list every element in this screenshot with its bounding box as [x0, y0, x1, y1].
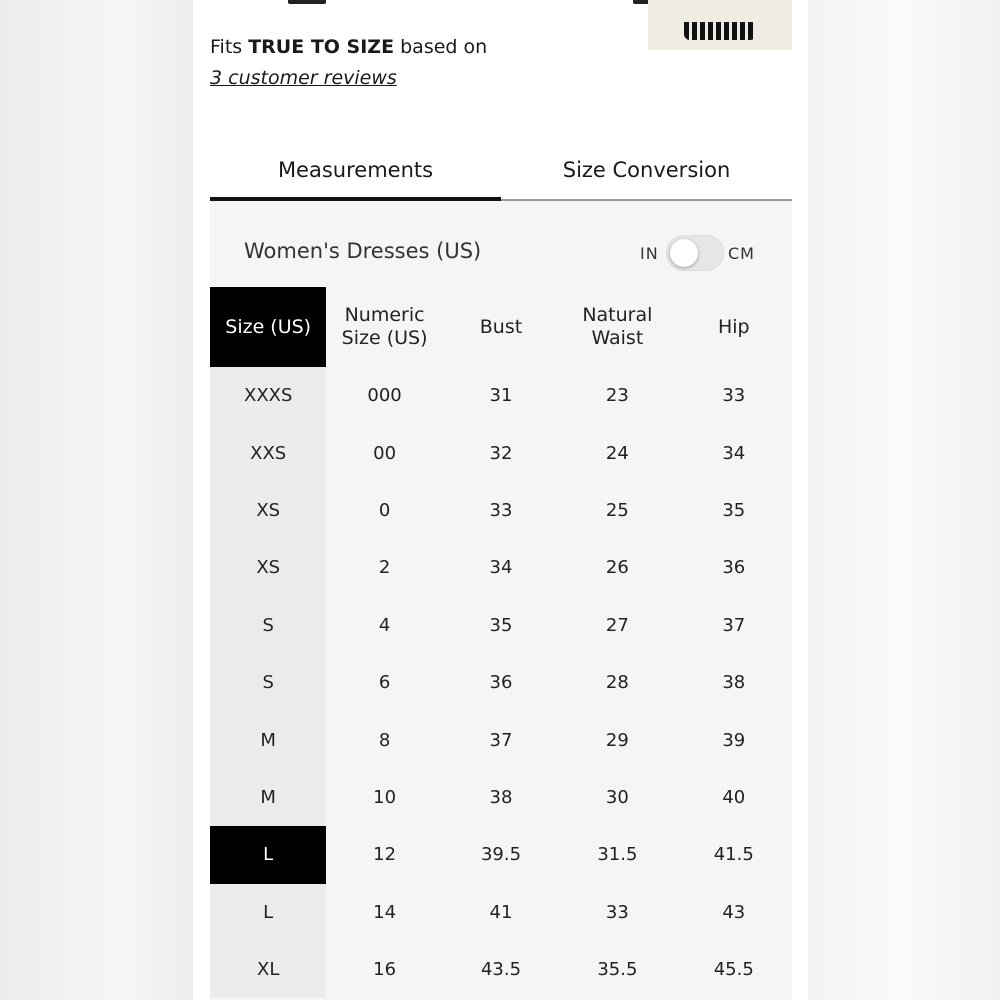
tab-size-conversion[interactable]: Size Conversion [562, 158, 731, 182]
fit-prefix: Fits [210, 36, 249, 58]
numeric-size-cell: 16 [373, 959, 397, 981]
header-hip: Hip [717, 315, 750, 338]
fit-summary [210, 36, 487, 58]
natural-waist-cell: 31.5 [597, 844, 638, 866]
numeric-size-cell: 10 [373, 786, 397, 808]
bust-cell: 34 [489, 557, 513, 579]
natural-waist-cell: 33 [605, 901, 629, 923]
natural-waist-cell: 25 [605, 499, 629, 521]
numeric-size-cell: 000 [367, 385, 402, 407]
chart-title: Women's Dresses (US) [244, 239, 482, 263]
header-size-us: Size (US) [210, 287, 326, 367]
size-cell: M [210, 769, 326, 826]
size-cell: M [210, 711, 326, 768]
unit-in-label: IN [640, 244, 659, 263]
bust-cell: 38 [489, 786, 513, 808]
bust-cell: 35 [489, 614, 513, 636]
numeric-size-cell: 0 [378, 499, 391, 521]
size-cell: XS [210, 539, 326, 596]
dress-image [684, 22, 756, 40]
header-natural-waist: Natural Waist [582, 304, 653, 349]
bust-cell: 36 [489, 672, 513, 694]
size-cell: L [210, 826, 326, 883]
size-cell: XXXS [210, 367, 326, 424]
table-row [210, 941, 792, 998]
hip-cell: 35 [722, 499, 746, 521]
table-row [210, 597, 792, 654]
size-guide-page [193, 0, 808, 1000]
table-row [210, 654, 792, 711]
table-row [210, 826, 792, 883]
table-header-row [210, 287, 792, 367]
table-row [210, 424, 792, 481]
bust-cell: 37 [489, 729, 513, 751]
hip-cell: 33 [722, 385, 746, 407]
natural-waist-cell: 27 [605, 614, 629, 636]
product-thumbnail [648, 0, 792, 50]
numeric-size-cell: 4 [378, 614, 391, 636]
numeric-size-cell: 8 [378, 729, 391, 751]
size-cell: S [210, 654, 326, 711]
header-numeric-size: Numeric Size (US) [341, 304, 428, 349]
unit-switch[interactable] [666, 235, 724, 271]
natural-waist-cell: 29 [605, 729, 629, 751]
hip-cell: 41.5 [713, 844, 754, 866]
hip-cell: 37 [722, 614, 746, 636]
size-cell: L [210, 884, 326, 941]
natural-waist-cell: 30 [605, 786, 629, 808]
numeric-size-cell: 14 [373, 901, 397, 923]
header-bust: Bust [479, 315, 523, 338]
table-body [210, 367, 792, 998]
measurements-panel [210, 201, 792, 1000]
table-row [210, 367, 792, 424]
bust-cell: 41 [489, 901, 513, 923]
fit-verdict: TRUE TO SIZE [248, 36, 395, 58]
table-row [210, 769, 792, 826]
bust-cell: 43.5 [480, 959, 522, 981]
hip-cell: 40 [722, 786, 746, 808]
natural-waist-cell: 28 [605, 672, 629, 694]
bust-cell: 31 [489, 385, 513, 407]
natural-waist-cell: 26 [605, 557, 629, 579]
bust-cell: 32 [489, 442, 513, 464]
header-fragment [288, 0, 326, 4]
table-row [210, 711, 792, 768]
hip-cell: 39 [722, 729, 746, 751]
size-cell: S [210, 597, 326, 654]
natural-waist-cell: 23 [605, 385, 629, 407]
fit-suffix: based on [394, 36, 488, 58]
numeric-size-cell: 6 [378, 672, 391, 694]
unit-cm-label: CM [728, 244, 755, 263]
table-row [210, 539, 792, 596]
tab-measurements[interactable]: Measurements [277, 158, 434, 182]
size-cell: XS [210, 482, 326, 539]
customer-reviews-link[interactable]: 3 customer reviews [210, 67, 397, 89]
size-guide-tabs [210, 140, 792, 201]
size-cell: XL [210, 941, 326, 998]
hip-cell: 34 [722, 442, 746, 464]
table-row [210, 482, 792, 539]
bust-cell: 39.5 [480, 844, 522, 866]
bust-cell: 33 [489, 499, 513, 521]
numeric-size-cell: 00 [373, 442, 397, 464]
switch-knob [670, 239, 698, 267]
natural-waist-cell: 24 [605, 442, 629, 464]
hip-cell: 45.5 [713, 959, 754, 981]
numeric-size-cell: 12 [373, 844, 397, 866]
hip-cell: 36 [722, 557, 746, 579]
size-cell: XXS [210, 424, 326, 481]
hip-cell: 43 [722, 901, 746, 923]
hip-cell: 38 [722, 672, 746, 694]
table-row [210, 884, 792, 941]
numeric-size-cell: 2 [378, 557, 391, 579]
size-table [210, 287, 792, 998]
natural-waist-cell: 35.5 [597, 959, 638, 981]
